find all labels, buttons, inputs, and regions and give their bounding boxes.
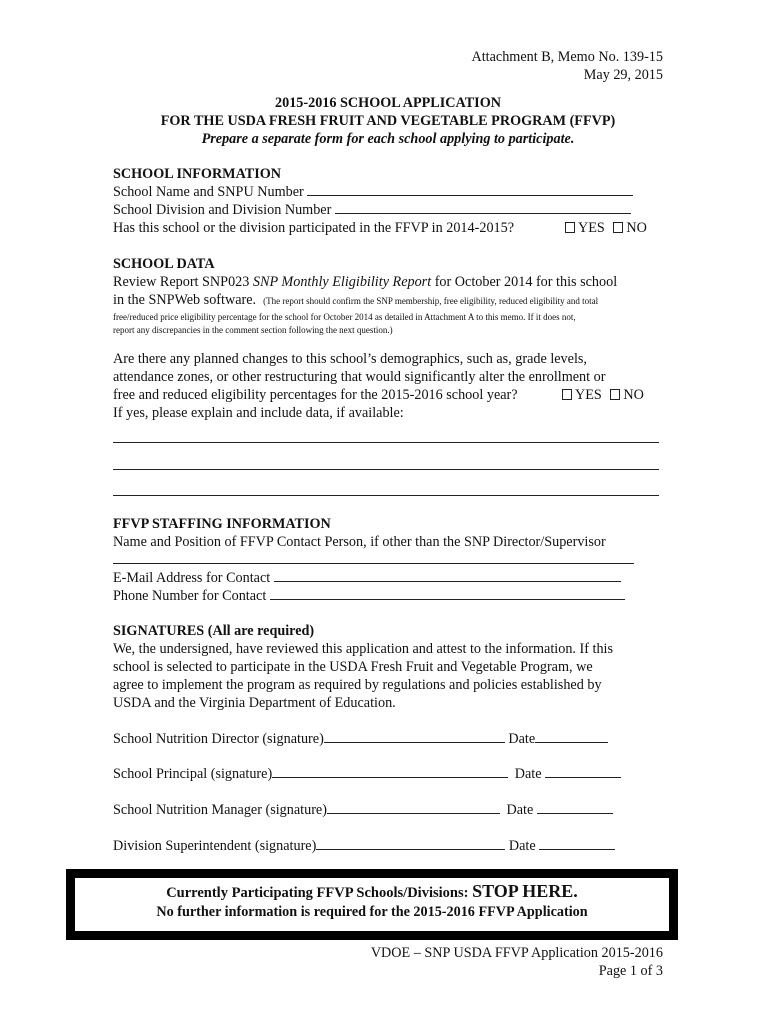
participated-no-label: NO <box>626 220 647 236</box>
explain-line-3[interactable] <box>113 495 659 496</box>
school-division-field[interactable] <box>335 201 631 214</box>
date-line[interactable] <box>539 837 615 850</box>
explain-line-2[interactable] <box>113 469 659 470</box>
date-line[interactable] <box>537 801 613 814</box>
signature-label: School Nutrition Director (signature) <box>113 731 324 747</box>
note-line-3: report any discrepancies in the comment section following the next question.) <box>113 325 393 335</box>
signature-line[interactable] <box>272 765 508 778</box>
changes-line-3: free and reduced eligibility percentages for the 2015-2016 school year? <box>113 387 518 403</box>
changes-no-label: NO <box>623 387 644 403</box>
explain-line-1[interactable] <box>113 442 659 443</box>
stop-notice-line-2: No further information is required for the 2015-2016 FFVP Application <box>156 904 588 920</box>
school-division-label: School Division and Division Number <box>113 202 332 218</box>
school-name-row <box>113 183 663 201</box>
date-label: Date <box>508 838 536 854</box>
signature-label: Division Superintendent (signature) <box>113 838 317 854</box>
stop-notice-line-1 <box>75 881 669 903</box>
review-line-1 <box>113 273 663 291</box>
demographics-question <box>113 350 663 422</box>
changes-line-2: attendance zones, or other restructuring that would significantly alter the enrollment or <box>113 369 606 385</box>
attest-line-3: agree to implement the program as required by regulations and policies established by <box>113 677 602 693</box>
school-name-label: School Name and SNPU Number <box>113 184 304 200</box>
date-line[interactable] <box>545 765 621 778</box>
changes-yes-checkbox[interactable] <box>562 389 572 400</box>
stop-notice-box <box>66 869 678 940</box>
attest-line-2: school is selected to participate in the USDA Fresh Fruit and Vegetable Program, we <box>113 659 593 675</box>
changes-line-1: Are there any planned changes to this school’s demographics, such as, grade levels, <box>113 351 587 367</box>
note-line-1: (The report should confirm the SNP membership, free eligibility, reduced eligibility and total <box>263 296 599 306</box>
review-prefix: Review Report SNP023 <box>113 274 253 290</box>
participated-question: Has this school or the division participated in the FFVP in 2014-2015? <box>113 220 515 236</box>
email-field[interactable] <box>274 569 621 582</box>
email-row <box>113 569 663 587</box>
signature-row <box>113 837 663 855</box>
signatures-section <box>113 622 663 712</box>
report-title: SNP Monthly Eligibility Report <box>252 274 432 290</box>
form-title <box>113 94 663 148</box>
stop-here-text: STOP HERE. <box>472 881 578 901</box>
date-label: Date <box>506 802 534 818</box>
email-label: E-Mail Address for Contact <box>113 570 271 586</box>
contact-field[interactable] <box>113 551 634 564</box>
school-info-heading: SCHOOL INFORMATION <box>113 166 282 182</box>
staffing-section <box>113 515 663 605</box>
participated-row <box>113 219 663 237</box>
participated-yes-label: YES <box>578 220 605 236</box>
title-line-1: 2015-2016 SCHOOL APPLICATION <box>275 95 501 111</box>
attest-line-1: We, the undersigned, have reviewed this application and attest to the information. If this <box>113 641 614 657</box>
title-line-2: FOR THE USDA FRESH FRUIT AND VEGETABLE PROGRAM (FFVP) <box>160 113 616 129</box>
changes-line-3-row <box>113 386 663 404</box>
attachment-label: Attachment B, Memo No. 139-15 <box>471 49 663 65</box>
attest-line-4: USDA and the Virginia Department of Education. <box>113 695 396 711</box>
signature-line[interactable] <box>324 730 505 743</box>
date-label: Date <box>508 731 536 747</box>
footer-document: VDOE – SNP USDA FFVP Application 2015-2016 <box>370 945 663 961</box>
memo-date: May 29, 2015 <box>583 67 663 83</box>
note-line-2: free/reduced price eligibility percentage for the school for October 2014 as detailed in Attachment A to this memo. If it does not, <box>113 312 576 322</box>
signature-row <box>113 730 663 748</box>
title-instruction: Prepare a separate form for each school applying to participate. <box>201 131 575 147</box>
participated-options <box>565 219 647 237</box>
contact-label: Name and Position of FFVP Contact Person, if other than the SNP Director/Supervisor <box>113 534 606 550</box>
review-line-2-text: in the SNPWeb software. <box>113 292 257 308</box>
school-name-field[interactable] <box>307 183 633 196</box>
signature-line[interactable] <box>316 837 505 850</box>
staffing-heading: FFVP STAFFING INFORMATION <box>113 516 331 532</box>
phone-row <box>113 587 663 605</box>
stop-notice-prefix: Currently Participating FFVP Schools/Divisions: <box>166 885 473 901</box>
date-line[interactable] <box>535 730 608 743</box>
contact-row <box>113 551 663 569</box>
signature-row <box>113 801 663 819</box>
school-data-section <box>113 255 663 337</box>
changes-yes-label: YES <box>575 387 602 403</box>
school-division-row <box>113 201 663 219</box>
changes-no-checkbox[interactable] <box>610 389 620 400</box>
signature-label: School Nutrition Manager (signature) <box>113 802 327 818</box>
phone-label: Phone Number for Contact <box>113 588 267 604</box>
memo-reference <box>113 48 663 84</box>
participated-yes-checkbox[interactable] <box>565 222 575 233</box>
review-line-2 <box>113 291 663 309</box>
changes-options <box>562 386 644 404</box>
school-information-section <box>113 165 663 237</box>
signatures-heading: SIGNATURES (All are required) <box>113 623 315 639</box>
explain-prompt: If yes, please explain and include data, if available: <box>113 405 404 421</box>
signature-row <box>113 765 663 783</box>
page-footer <box>113 944 663 980</box>
participated-no-checkbox[interactable] <box>613 222 623 233</box>
phone-field[interactable] <box>270 587 625 600</box>
signature-line[interactable] <box>327 801 500 814</box>
review-suffix: for October 2014 for this school <box>431 274 618 290</box>
date-label: Date <box>514 766 542 782</box>
signature-label: School Principal (signature) <box>113 766 273 782</box>
school-data-heading: SCHOOL DATA <box>113 256 215 272</box>
footer-page-number: Page 1 of 3 <box>598 963 663 979</box>
